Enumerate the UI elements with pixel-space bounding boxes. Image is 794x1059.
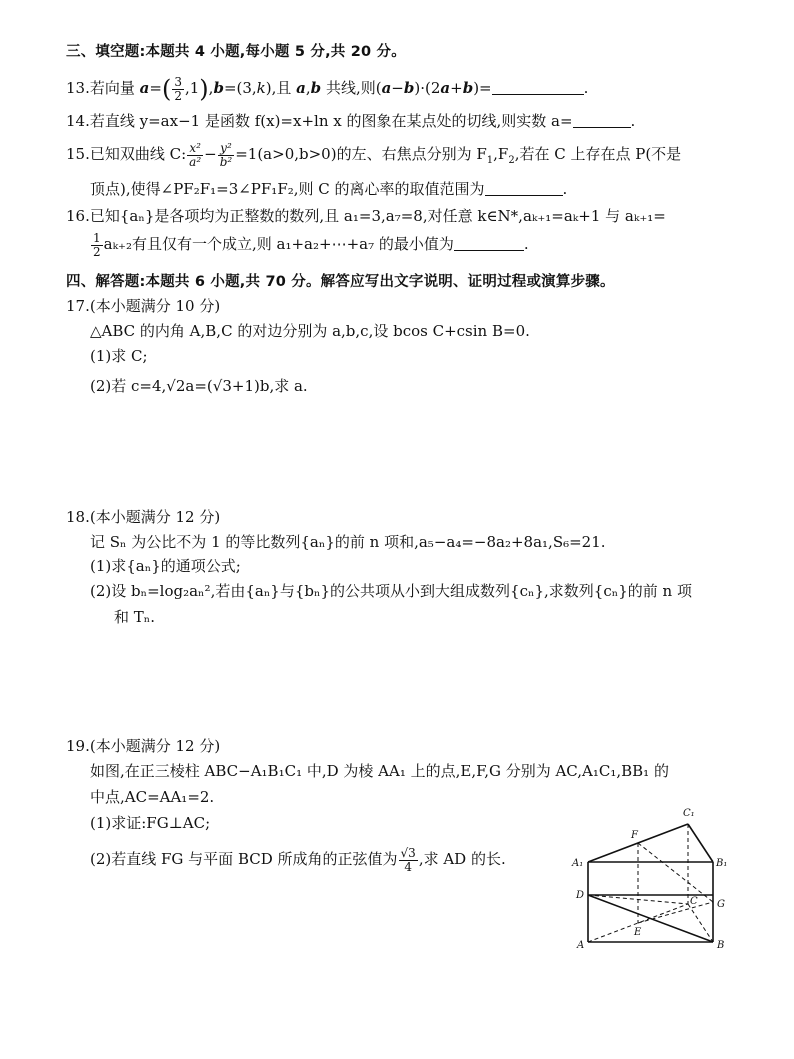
question-18-header: 18.(本小题满分 12 分)	[66, 508, 221, 526]
edge-c-b-hidden	[688, 904, 713, 942]
question-16-line-1: 16.已知{aₙ}是各项均为正整数的数列,且 a₁=3,a₇=8,对任意 k∈N*,aₖ₊₁=aₖ+1 与 aₖ₊₁=	[66, 207, 666, 225]
answer-blank-16[interactable]	[454, 236, 524, 251]
label-b: B	[717, 940, 725, 951]
label-f: F	[631, 830, 638, 841]
fraction-y2-over-b2: $\frac{\text{y²}}{\text{b²}}$	[219, 141, 233, 169]
question-17-part-1: (1)求 C;	[90, 347, 148, 365]
label-b1: B₁	[716, 858, 728, 869]
question-18-part-2-cont: 和 Tₙ.	[114, 608, 156, 626]
q17-number: 17.	[66, 297, 90, 315]
prism-figure	[568, 802, 738, 960]
label-e: E	[634, 927, 642, 938]
question-19-header: 19.(本小题满分 12 分)	[66, 737, 221, 755]
question-19-statement-2: 中点,AC=AA₁=2.	[90, 788, 215, 806]
edge-c1-b1	[688, 824, 713, 862]
question-15-line-2: 顶点),使得∠PF₂F₁=3∠PF₁F₂,则 C 的离心率的取值范围为 .	[90, 180, 568, 198]
section-3-heading: 三、填空题:本题共 4 小题,每小题 5 分,共 20 分。	[66, 44, 406, 60]
q14-number: 14.	[66, 112, 90, 130]
question-18-statement: 记 Sₙ 为公比不为 1 的等比数列{aₙ}的前 n 项和,a₅−a₄=−8a₂+8a₁,S₆=21.	[90, 533, 606, 551]
answer-blank-13[interactable]	[492, 80, 584, 95]
segment-f-g-hidden	[638, 843, 713, 902]
answer-blank-14[interactable]	[573, 113, 631, 128]
section-4-heading: 四、解答题:本题共 6 小题,共 70 分。解答应写出文字说明、证明过程或演算步骤。	[66, 274, 615, 290]
q18-number: 18.	[66, 508, 90, 526]
question-19-part-2: (2)若直线 FG 与平面 BCD 所成角的正弦值为 $\frac{√3}{4}$ ,求 AD 的长.	[90, 846, 506, 874]
question-19-statement-1: 如图,在正三棱柱 ABC−A₁B₁C₁ 中,D 为棱 AA₁ 上的点,E,F,G 分别为 AC,A₁C₁,BB₁ 的	[90, 762, 669, 780]
label-g: G	[717, 899, 725, 910]
label-d: D	[576, 890, 585, 901]
question-17-statement: △ABC 的内角 A,B,C 的对边分别为 a,b,c,设 bcos C+csin B=0.	[90, 322, 530, 340]
question-14: 14.若直线 y=ax−1 是函数 f(x)=x+ln x 的图象在某点处的切线,则实数 a= .	[66, 112, 636, 130]
q15-number: 15.	[66, 145, 90, 164]
q16-number: 16.	[66, 207, 90, 225]
question-16-line-2: $\frac{1}{2}$ aₖ₊₂有且仅有一个成立,则 a₁+a₂+⋯+a₇ 的最小值为 .	[93, 231, 529, 259]
fraction-1-over-2: $\frac{1}{2}$	[93, 231, 101, 259]
question-18-part-1: (1)求{aₙ}的通项公式;	[90, 557, 241, 575]
label-a: A	[577, 940, 585, 951]
question-15-line-1: 15.已知双曲线 C: $\frac{\text{x²}}{\text{a²}}$ − $\frac{\text{y²}}{\text{b²}}$ =1(a>0,b>0)的左、右焦点分别为 $F_1,F_2$,若在 C 上存在点 P(不是	[66, 141, 682, 169]
fraction-x2-over-a2: $\frac{\text{x²}}{\text{a²}}$	[189, 141, 202, 169]
fraction-sqrt3-over-4: $\frac{√3}{4}$	[400, 846, 416, 874]
label-c: C	[690, 896, 698, 907]
question-18-part-2: (2)设 bₙ=log₂aₙ²,若由{aₙ}与{bₙ}的公共项从小到大组成数列{cₙ},求数列{cₙ}的前 n 项	[90, 582, 692, 600]
fraction-3-over-2: $\frac{3}{2}$	[174, 75, 182, 103]
q13-number: 13.	[66, 79, 90, 98]
question-13: 13.若向量 a=( $\frac{3}{2}$ ,1),b=(3,k),且 a,b 共线,则(a−b)·(2a+b)= .	[66, 75, 589, 104]
q19-number: 19.	[66, 737, 90, 755]
label-c1: C₁	[683, 808, 695, 819]
question-17-part-2: (2)若 c=4,√2a=(√3+1)b,求 a.	[90, 377, 308, 395]
label-a1: A₁	[572, 858, 584, 869]
question-19-part-1: (1)求证:FG⊥AC;	[90, 814, 211, 832]
segment-e-g-hidden	[638, 902, 713, 923]
answer-blank-15[interactable]	[485, 181, 563, 196]
question-17-header: 17.(本小题满分 10 分)	[66, 297, 221, 315]
